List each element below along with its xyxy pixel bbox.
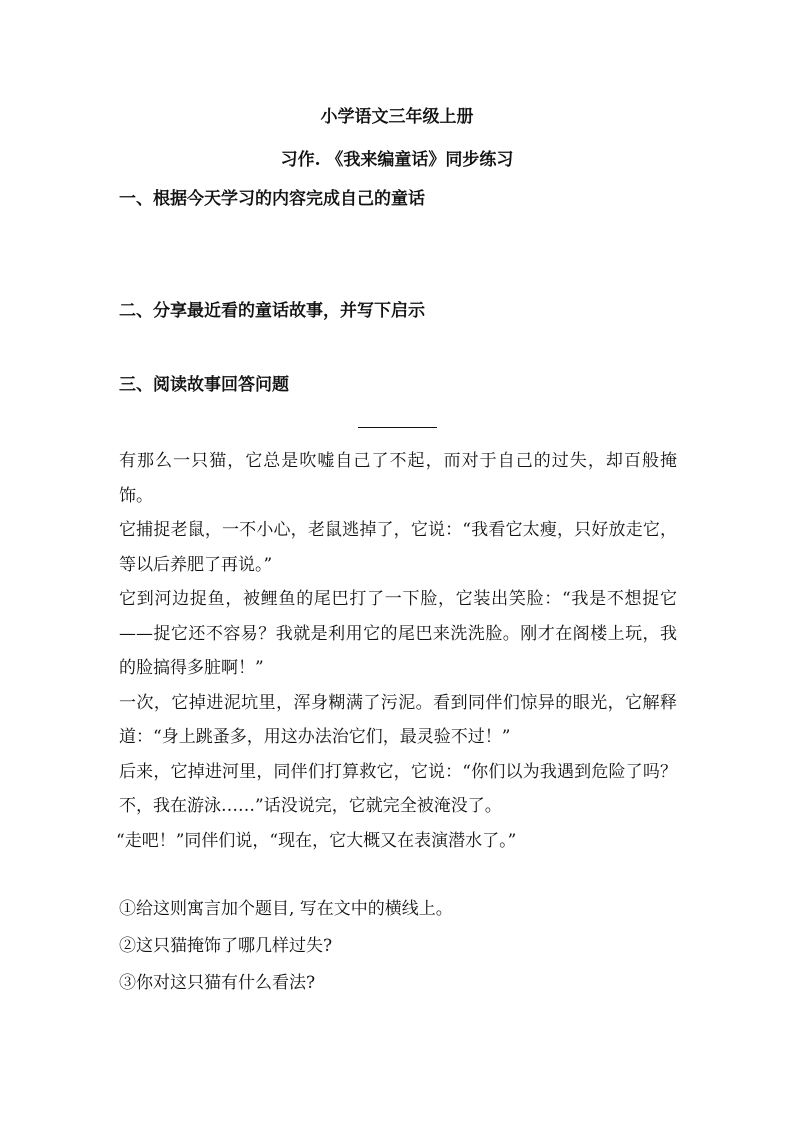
story-paragraph: “走吧！”同伴们说，“现在，它大概又在表演潜水了。” (116, 830, 517, 851)
document-title: 小学语文三年级上册 (320, 107, 474, 127)
story-paragraph: 一次，它掉进泥坑里，浑身糊满了污泥。看到同伴们惊异的眼光，它解释道：“身上跳蚤多，用这办法治它们，最灵验不过！” (119, 692, 677, 747)
story-paragraph: 有那么一只猫，它总是吹嘘自己了不起，而对于自己的过失，却百般掩饰。 (119, 451, 677, 506)
section-heading-3: 三、阅读故事回答问题 (119, 375, 289, 395)
section-heading-2: 二、分享最近看的童话故事，并写下启示 (119, 301, 425, 321)
question-item: ③你对这只猫有什么看法? (119, 973, 316, 993)
title-blank-line (358, 427, 437, 428)
question-item: ②这只猫掩饰了哪几样过失? (119, 936, 333, 956)
question-item: ①给这则寓言加个题目, 写在文中的横线上。 (119, 899, 453, 919)
story-text (116, 444, 677, 858)
story-paragraph: 它捕捉老鼠，一不小心，老鼠逃掉了，它说：“我看它太瘦，只好放走它，等以后养肥了再说。” (119, 520, 677, 575)
section-heading-1: 一、根据今天学习的内容完成自己的童话 (119, 189, 425, 209)
question-list (119, 891, 677, 1002)
story-paragraph: 后来，它掉进河里，同伴们打算救它，它说：“你们以为我遇到危险了吗？不，我在游泳……”话没说完，它就完全被淹没了。 (119, 761, 677, 816)
story-paragraph: 它到河边捉鱼，被鲤鱼的尾巴打了一下脸，它装出笑脸：“我是不想捉它——捉它还不容易？我就是利用它的尾巴来洗洗脸。刚才在阁楼上玩，我的脸搞得多脏啊！” (119, 589, 677, 678)
document-subtitle: 习作. 《我来编童话》同步练习 (280, 150, 514, 170)
